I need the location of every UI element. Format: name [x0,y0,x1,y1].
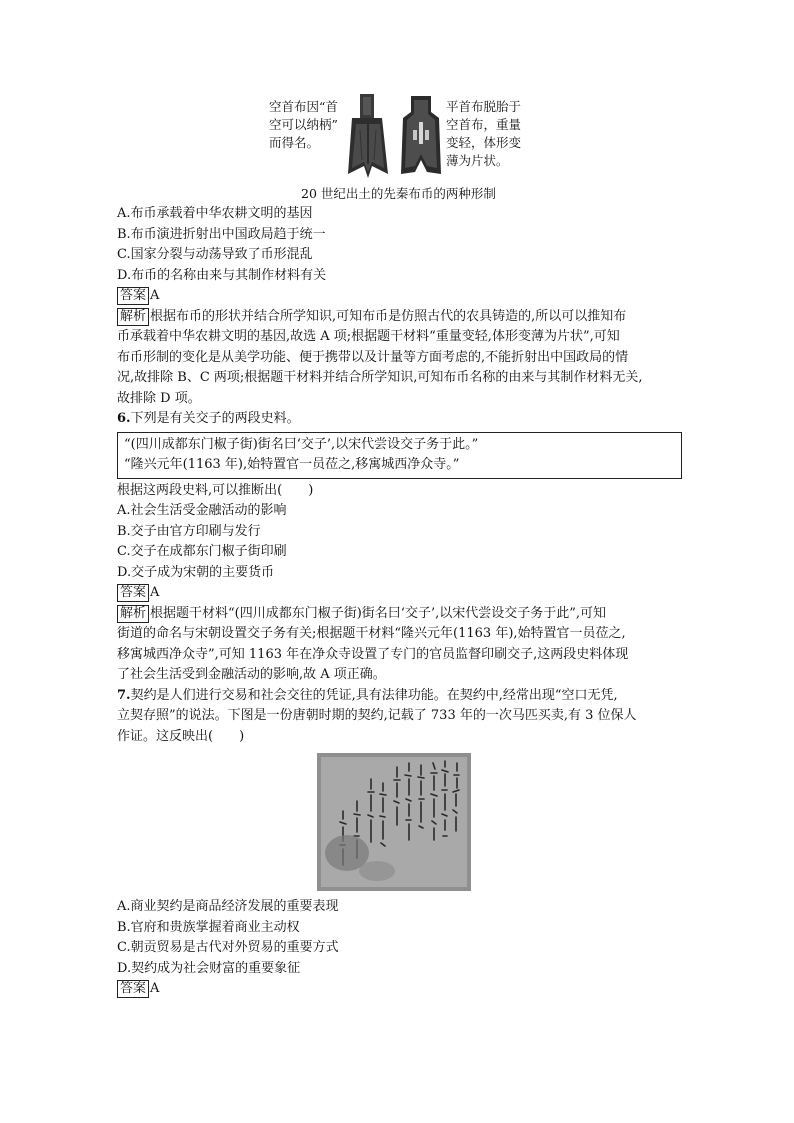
q6-question: 根据这两段史料,可以推断出( ) [117,482,314,498]
q5-analysis-line: 币承载着中华农耕文明的基因,故选 A 项;根据题干材料“重量变轻,体形变薄为片状”,可知 [117,329,620,344]
q7-stem-line: 立契存照”的说法。下图是一份唐朝时期的契约,记载了 733 年的一次马匹买卖,有 3 位保人 [117,708,637,723]
q5-option-a: A.布币承载着中华农耕文明的基因 [117,206,313,221]
caption-line: 而得名。 [269,135,320,150]
q5-option-b: B.布币演进折射出中国政局趋于统一 [117,226,326,242]
coin-figure [117,90,680,180]
source-quote: “(四川成都东门椒子街)街名曰‘交子’,以宋代尝设交子务于此。” [124,436,479,452]
q5-analysis-line: 布币形制的变化是从美学功能、便于携带以及计量等方面考虑的,不能折射出中国政局的情 [117,349,629,365]
q7-answer [117,979,680,1000]
caption-line: 薄为片状。 [446,153,509,168]
caption-line: 平首布脱胎于 [446,99,522,114]
tang-contract-image [317,753,471,891]
q5-analysis-line [117,307,680,328]
q5-option-c: C.国家分裂与动荡导致了币形混乱 [117,247,313,262]
caption-line: 变轻，体形变 [446,135,522,150]
q6-option-d: D.交子成为宋朝的主要货币 [117,564,275,580]
answer-tag: 答案 [117,980,149,998]
q5-analysis-line: 故排除 D 项。 [117,390,201,406]
q6-answer [117,583,680,604]
q6-analysis-line: 了社会生活受到金融活动的影响,故 A 项正确。 [117,667,386,682]
hollow-head-spade-coin-image [342,94,394,180]
analysis-tag: 解析 [117,308,149,326]
question-number: 6. [117,411,131,426]
question-text: 契约是人们进行交易和社会交往的凭证,具有法律功能。在契约中,经常出现“空口无凭, [130,687,618,703]
q7-stem-line: 作证。这反映出( ) [117,728,245,744]
q6-stem [117,409,680,430]
caption-line: 空首布，重量 [446,117,522,132]
question-text: 下列是有关交子的两段史料。 [130,411,300,426]
analysis-text: 根据题干材料“(四川成都东门椒子街)街名曰‘交子’,以宋代尝设交子务于此”,可知 [150,605,606,621]
answer-tag: 答案 [117,584,149,602]
q5-answer [117,286,680,307]
q5-analysis-line: 况,故排除 B、C 两项;根据题干材料并结合所学知识,可知布币名称的由来与其制作材料无关, [117,370,643,385]
q6-option-a: A.社会生活受金融活动的影响 [117,503,287,518]
right-coin-caption [446,98,521,170]
left-coin-caption [269,98,338,152]
question-number: 7. [117,687,131,703]
source-quote: “隆兴元年(1163 年),始特置官一员莅之,移寓城西净众寺。” [124,457,460,472]
analysis-tag: 解析 [117,605,149,623]
caption-line: 空首布因“首 [269,99,338,114]
q6-option-b: B.交子由官方印刷与发行 [117,523,261,539]
q6-option-c: C.交子在成都东门椒子街印刷 [117,544,287,559]
analysis-text: 根据布币的形状并结合所学知识,可知布币是仿照古代的农具铸造的,所以可以推知布 [150,308,627,324]
q7-stem [117,686,680,707]
q6-analysis-line [117,604,680,625]
q7-option-a: A.商业契约是商品经济发展的重要表现 [117,899,339,914]
q5-option-d: D.布币的名称由来与其制作材料有关 [117,267,327,283]
figure-title: 20 世纪出土的先秦布币的两种形制 [301,186,496,201]
answer-value: A [150,288,160,303]
document-page [117,90,680,1000]
q6-analysis-line: 移寓城西净众寺”,可知 1163 年在净众寺设置了专门的官员监督印刷交子,这两段史料体现 [117,646,629,662]
answer-tag: 答案 [117,287,149,305]
answer-value: A [150,585,160,600]
caption-line: 空可以纳柄” [269,117,338,132]
q7-option-b: B.官府和贵族掌握着商业主动权 [117,919,300,935]
flat-head-spade-coin-image [399,96,443,180]
q6-source-box [117,432,682,479]
q6-analysis-line: 街道的命名与宋朝设置交子务有关;根据题干材料“隆兴元年(1163 年),始特置官一员莅之, [117,626,626,641]
answer-value: A [150,981,160,996]
q7-option-c: C.朝贡贸易是古代对外贸易的重要方式 [117,940,339,955]
q7-option-d: D.契约成为社会财富的重要象征 [117,960,301,976]
